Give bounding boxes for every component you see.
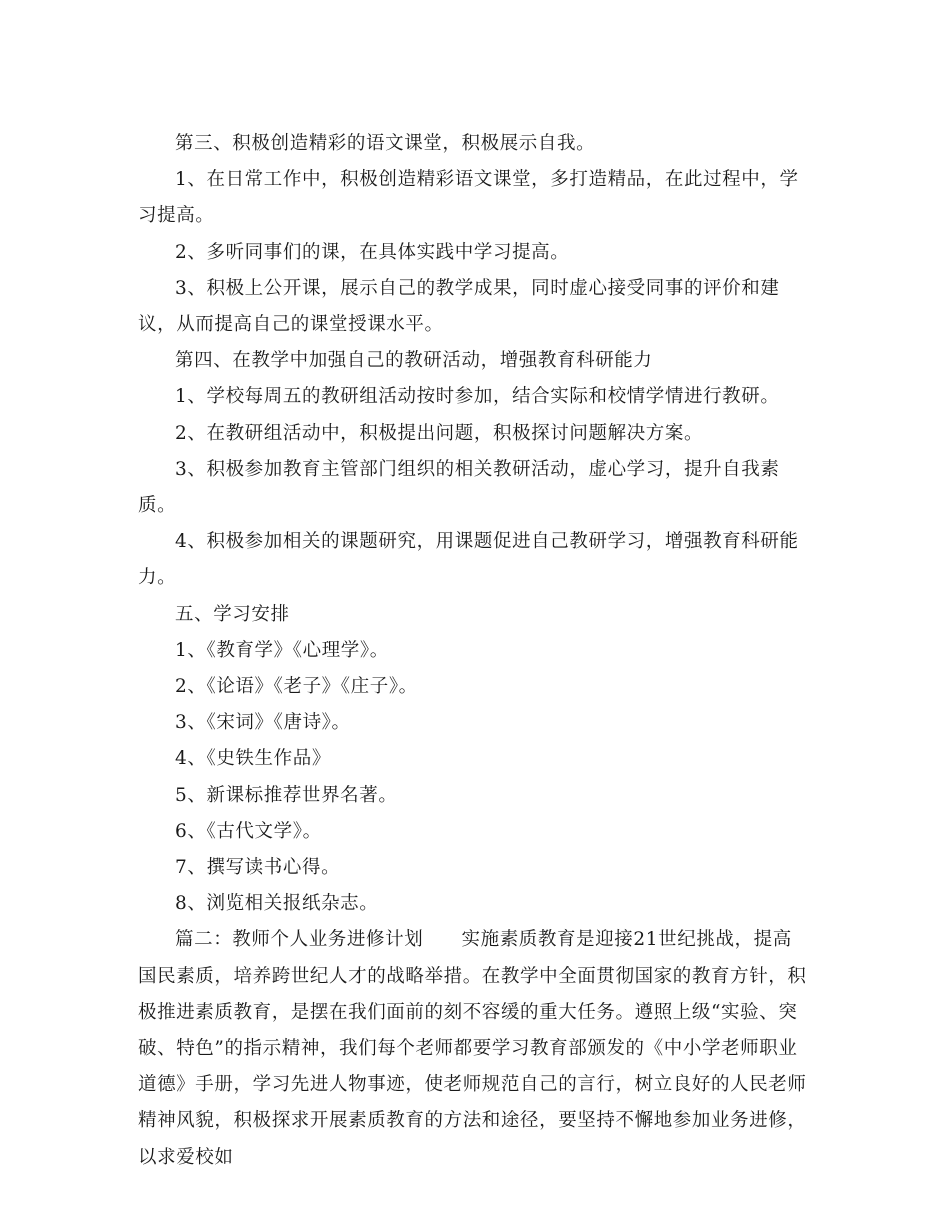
paragraph-3-2: 2、多听同事们的课，在具体实践中学习提高。 — [175, 241, 570, 263]
reading-item-2: 2、《论语》《老子》《庄子》。 — [175, 676, 418, 698]
paragraph-4-2: 2、在教研组活动中，积极提出问题，积极探讨问题解决方案。 — [175, 422, 704, 444]
paragraph-3-3: 3、积极上公开课，展示自己的教学成果，同时虚心接受同事的评价和建议，从而提高自己的课堂授课水平。 — [138, 277, 780, 336]
reading-item-5: 5、新课标推荐世界名著。 — [175, 784, 398, 806]
reading-item-6: 6、《古代文学》。 — [175, 820, 322, 842]
reading-item-7: 7、撰写读书心得。 — [175, 857, 341, 879]
paragraph-4-4: 4、积极参加相关的课题研究，用课题促进自己教研学习，增强教育科研能力。 — [138, 531, 799, 589]
paragraph-4-3: 3、积极参加教育主管部门组织的相关教研活动，虚心学习，提升自我素质。 — [138, 458, 780, 517]
reading-item-3: 3、《宋词》《唐诗》。 — [175, 712, 351, 734]
paragraph-4-1: 1、学校每周五的教研组活动按时参加，结合实际和校情学情进行教研。 — [175, 386, 780, 408]
document-body — [138, 126, 810, 1176]
paragraph-section-5-heading: 五、学习安排 — [175, 603, 290, 625]
paragraph-section-3-heading: 第三、积极创造精彩的语文课堂，积极展示自我。 — [175, 133, 596, 154]
reading-item-8: 8、浏览相关报纸杂志。 — [175, 893, 379, 915]
reading-item-1: 1、《教育学》《心理学》。 — [175, 639, 389, 661]
paragraph-section-4-heading: 第四、在教学中加强自己的教研活动，增强教育科研能力 — [175, 350, 653, 372]
paragraph-part-2-intro: 篇二：教师个人业务进修计划 实施素质教育是迎接21世纪挑战，提高国民素质，培养跨世纪人才的战略举措。在教学中全面贯彻国家的教育方针，积极推进素质教育，是摆在我们面前的刻不容缓的重大任务。遵照上级“实验、突破、特色”的指示精神，我们每个老师都要学习教育部颁发的《中小学老师职业道德》手册，学习先进人物事迹，使老师规范自己的言行，树立良好的人民老师精神风貌，积极探求开展素质教育的方法和途径，要坚持不懈地参加业务进修，以求爱校如 — [138, 929, 807, 1168]
paragraph-3-1: 1、在日常工作中，积极创造精彩语文课堂，多打造精品，在此过程中，学习提高。 — [138, 169, 799, 227]
reading-item-4: 4、《史铁生作品》 — [175, 748, 331, 770]
